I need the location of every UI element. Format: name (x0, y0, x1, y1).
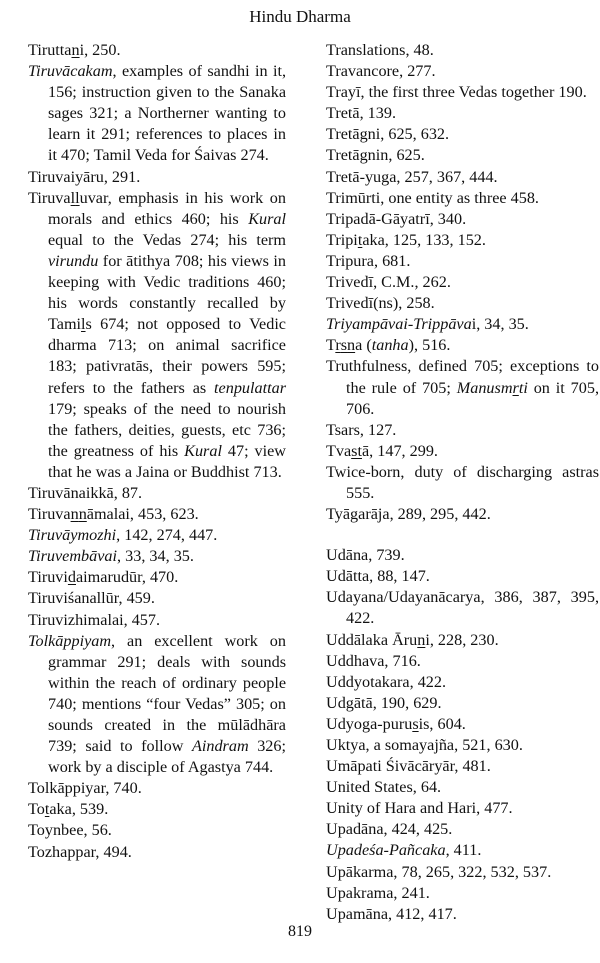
index-entry: Trimūrti, one entity as three 458. (326, 188, 539, 207)
index-entry: Uktya, a somayajña, 521, 630. (326, 736, 523, 754)
running-head: Hindu Dharma (249, 7, 351, 26)
index-entry: Udgātā, 190, 629. (326, 693, 442, 712)
index-entry: Tozhappar, 494. (28, 842, 132, 861)
index-entry: Tiruvidaimarudūr, 470. (28, 568, 179, 587)
index-entry: Tiruviśanallūr, 459. (28, 589, 155, 608)
index-entry: United States, 64. (326, 778, 442, 797)
index-entry: Tretāgni, 625, 632. (326, 125, 450, 144)
index-entry: Translations, 48. (326, 41, 434, 59)
index-entry: Udyoga-purusis, 604. (326, 714, 466, 733)
index-entry: Tiruvalluvar, emphasis in his work on morals and ethics 460; his Kural equal to the Vedas 274; his term virundu for ātithya 708; his views in keeping with Vedic traditions 460; his words constantly recalled by Tamils 674; not opposed to Vedic dharma 713; on animal sacrifice 183; pativratās, their powers 595; refers to the fathers as tenpulattar 179; speaks of the need to nourish the fathers, deities, guests, etc 736; the greatness of his Kural 47; view that he was a Jaina or Buddhist 713. (28, 188, 286, 481)
index-entry: Tsars, 127. (326, 420, 397, 439)
index-entry: Tiruvaiyāru, 291. (28, 167, 141, 186)
index-entry: Unity of Hara and Hari, 477. (326, 799, 513, 818)
index-entry: Totaka, 539. (28, 800, 109, 819)
index-entry: Tretā-yuga, 257, 367, 444. (326, 167, 498, 186)
index-entry: Udātta, 88, 147. (326, 567, 430, 586)
index-entry: Tvastā, 147, 299. (326, 441, 438, 460)
index-entry: Upakrama, 241. (326, 883, 430, 902)
index-entry: Toynbee, 56. (28, 821, 112, 840)
index-entry: Triyampāvai-Trippāvai, 34, 35. (326, 315, 529, 334)
index-entry: Tiruvannāmalai, 453, 623. (28, 505, 199, 524)
index-entry: Tiruttani, 250. (28, 41, 121, 59)
index-entry: Tyāgarāja, 289, 295, 442. (326, 505, 491, 524)
index-entry: Tripura, 681. (326, 251, 411, 270)
index-entry: Upadeśa-Pañcaka, 411. (326, 841, 482, 860)
index-entry: Tretā, 139. (326, 104, 396, 123)
index-entry: Uddyotakara, 422. (326, 672, 447, 691)
page-number: 819 (288, 923, 312, 940)
index-entry: Tiruvembāvai, 33, 34, 35. (28, 547, 194, 566)
index-entry: Upamāna, 412, 417. (326, 904, 457, 923)
index-entry: Trayī, the first three Vedas together 190. (326, 83, 587, 102)
index-entry: Twice-born, duty of discharging astras 555. (326, 462, 599, 502)
index-entry: Tiruvāymozhi, 142, 274, 447. (28, 526, 218, 545)
index-entry: Tripadā-Gāyatrī, 340. (326, 209, 467, 228)
index-entry: Udayana/Udayanācarya, 386, 387, 395, 422. (326, 588, 599, 628)
index-entry: Tretāgnin, 625. (326, 146, 425, 165)
index-entry: Tolkāppiyar, 740. (28, 779, 142, 798)
index-entry: Tripitaka, 125, 133, 152. (326, 230, 486, 249)
index-entry: Uddālaka Āruni, 228, 230. (326, 630, 499, 649)
index-entry: Tolkāppiyam, an excellent work on grammar 291; deals with sounds within the reach of ordinary people 740; mentions “four Vedas” 305; on sounds created in the mūlādhāra 739; said to follow Aindram 326; work by a disciple of Agastya 744. (28, 631, 286, 777)
index-entry: Trivedī(ns), 258. (326, 294, 435, 313)
index-column-right (326, 40, 599, 925)
index-column-left (28, 40, 286, 863)
index-entry: Upadāna, 424, 425. (326, 820, 453, 839)
index-entry: Tiruvācakam, examples of sandhi in it, 156; instruction given to the Sanaka sages 321; a Northerner wanting to learn it 291; references to places in it 470; Tamil Veda for Śaivas 274. (28, 62, 286, 165)
index-entry: Umāpati Śivācāryār, 481. (326, 757, 491, 776)
index-entry: Truthfulness, defined 705; exceptions to the rule of 705; Manusmrti on it 705, 706. (326, 357, 599, 418)
index-entry: Tiruvānaikkā, 87. (28, 483, 143, 502)
index-entry: Tiruvizhimalai, 457. (28, 610, 161, 629)
index-entry: Uddhava, 716. (326, 651, 421, 670)
index-entry: Udāna, 739. (326, 546, 405, 565)
index-entry: Travancore, 277. (326, 62, 436, 81)
index-entry: Trivedī, C.M., 262. (326, 273, 451, 292)
index-entry: Upākarma, 78, 265, 322, 532, 537. (326, 862, 552, 881)
index-entry: Trsna (tanha), 516. (326, 336, 451, 355)
